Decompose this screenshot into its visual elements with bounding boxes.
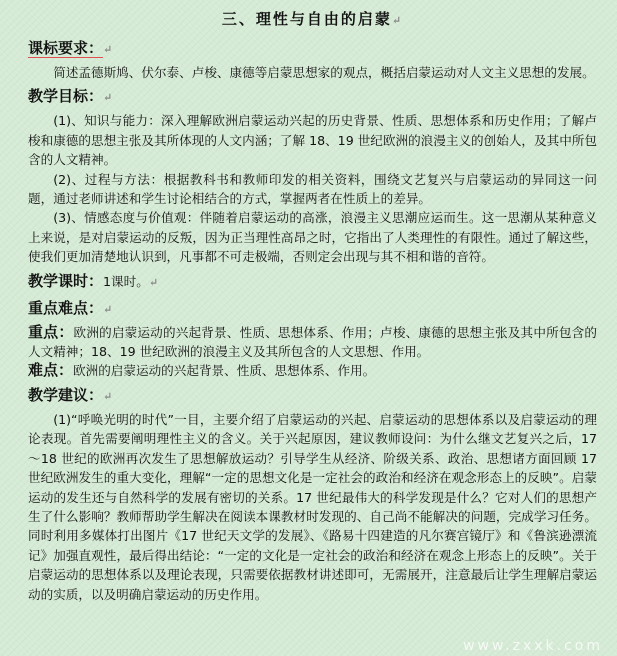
watermark: www.zxxk.com xyxy=(463,638,603,654)
difficult-points: 难点：欧洲的启蒙运动的兴起背景、性质、思想体系、作用。 xyxy=(28,361,376,380)
advice-heading: 教学建议：↵ xyxy=(28,385,113,404)
hours-row: 教学课时：1课时。↵ xyxy=(28,271,159,290)
goal-item: (2)、过程与方法：根据教科书和教师印发的相关资料，围绕文艺复兴与启蒙运动的异同这一问题，通过老师讲述和学生讨论相结合的方式，掌握两者在性质上的差异。 xyxy=(28,171,597,207)
goals-heading: 教学目标：↵ xyxy=(28,87,113,106)
curriculum-text: 简述孟德斯鸠、伏尔泰、卢梭、康德等启蒙思想家的观点，概括启蒙运动对人文主义思想的发展。 xyxy=(53,65,595,80)
goal-item: (3)、情感态度与价值观：伴随着启蒙运动的高涨，浪漫主义思潮应运而生。这一思潮从某种意义上来说，是对启蒙运动的反叛，因为正当理性高昂之时，它指出了人类理性的有限性。通过了解这些，使我们更加清楚地认识到，凡事都不可走极端，否则定会出现与其不相和谐的音符。 xyxy=(28,210,597,265)
goal-item: (1)、知识与能力：深入理解欧洲启蒙运动兴起的历史背景、性质、思想体系和历史作用；了解卢梭和康德的思想主张及其所体现的人文内涵；了解 18、19 世纪欧洲的浪漫主义的创始人，及其中所包含的人文精神。 xyxy=(28,113,597,168)
advice-text: (1)“呼唤光明的时代”一目，主要介绍了启蒙运动的兴起、启蒙运动的思想体系以及启蒙运动的理论表现。首先需要阐明理性主义的含义。关于兴起原因，建议教师设问：为什么继文艺复兴之后，17～18 世纪的欧洲再次发生了思想解放运动？引导学生从经济、阶级关系、政治、思想诸方面回顾 17 世纪欧洲发生的重大变化，理解“一定的思想文化是一定社会的政治和经济在观念形态上的反映”。启蒙运动的发生还与自然科学的发展有密切的关系。17 世纪最伟大的科学发现是什么？它对人们的思想产生了什么影响？教师帮助学生解决在阅读本课教材时发现的、自己尚不能解决的问题，完成学习任务。同时利用多媒体打出图片《17 世纪天文学的发展》、《路易十四建造的凡尔赛宫镜厅》和《鲁滨逊漂流记》加强直观性，最后得出结论：“一定的文化是一定社会的政治和经济在观念上形态上的反映”。关于启蒙运动的思想体系以及理论表现，只需要依据教材讲述即可，无需展开，注意最后让学生理解启蒙运动的实质，以及明确启蒙运动的历史作用。 xyxy=(28,411,597,602)
key-points: 重点：欧洲的启蒙运动的兴起背景、性质、思想体系、作用；卢梭、康德的思想主张及其中所包含的人文精神；18、19 世纪欧洲的浪漫主义及其所包含的人文思想、作用。 xyxy=(28,322,597,360)
page-title: 三、理性与自由的启蒙↵ xyxy=(221,10,404,28)
curriculum-heading: 课标要求：↵ xyxy=(28,39,113,57)
key-difficulty-heading: 重点难点：↵ xyxy=(28,298,113,317)
